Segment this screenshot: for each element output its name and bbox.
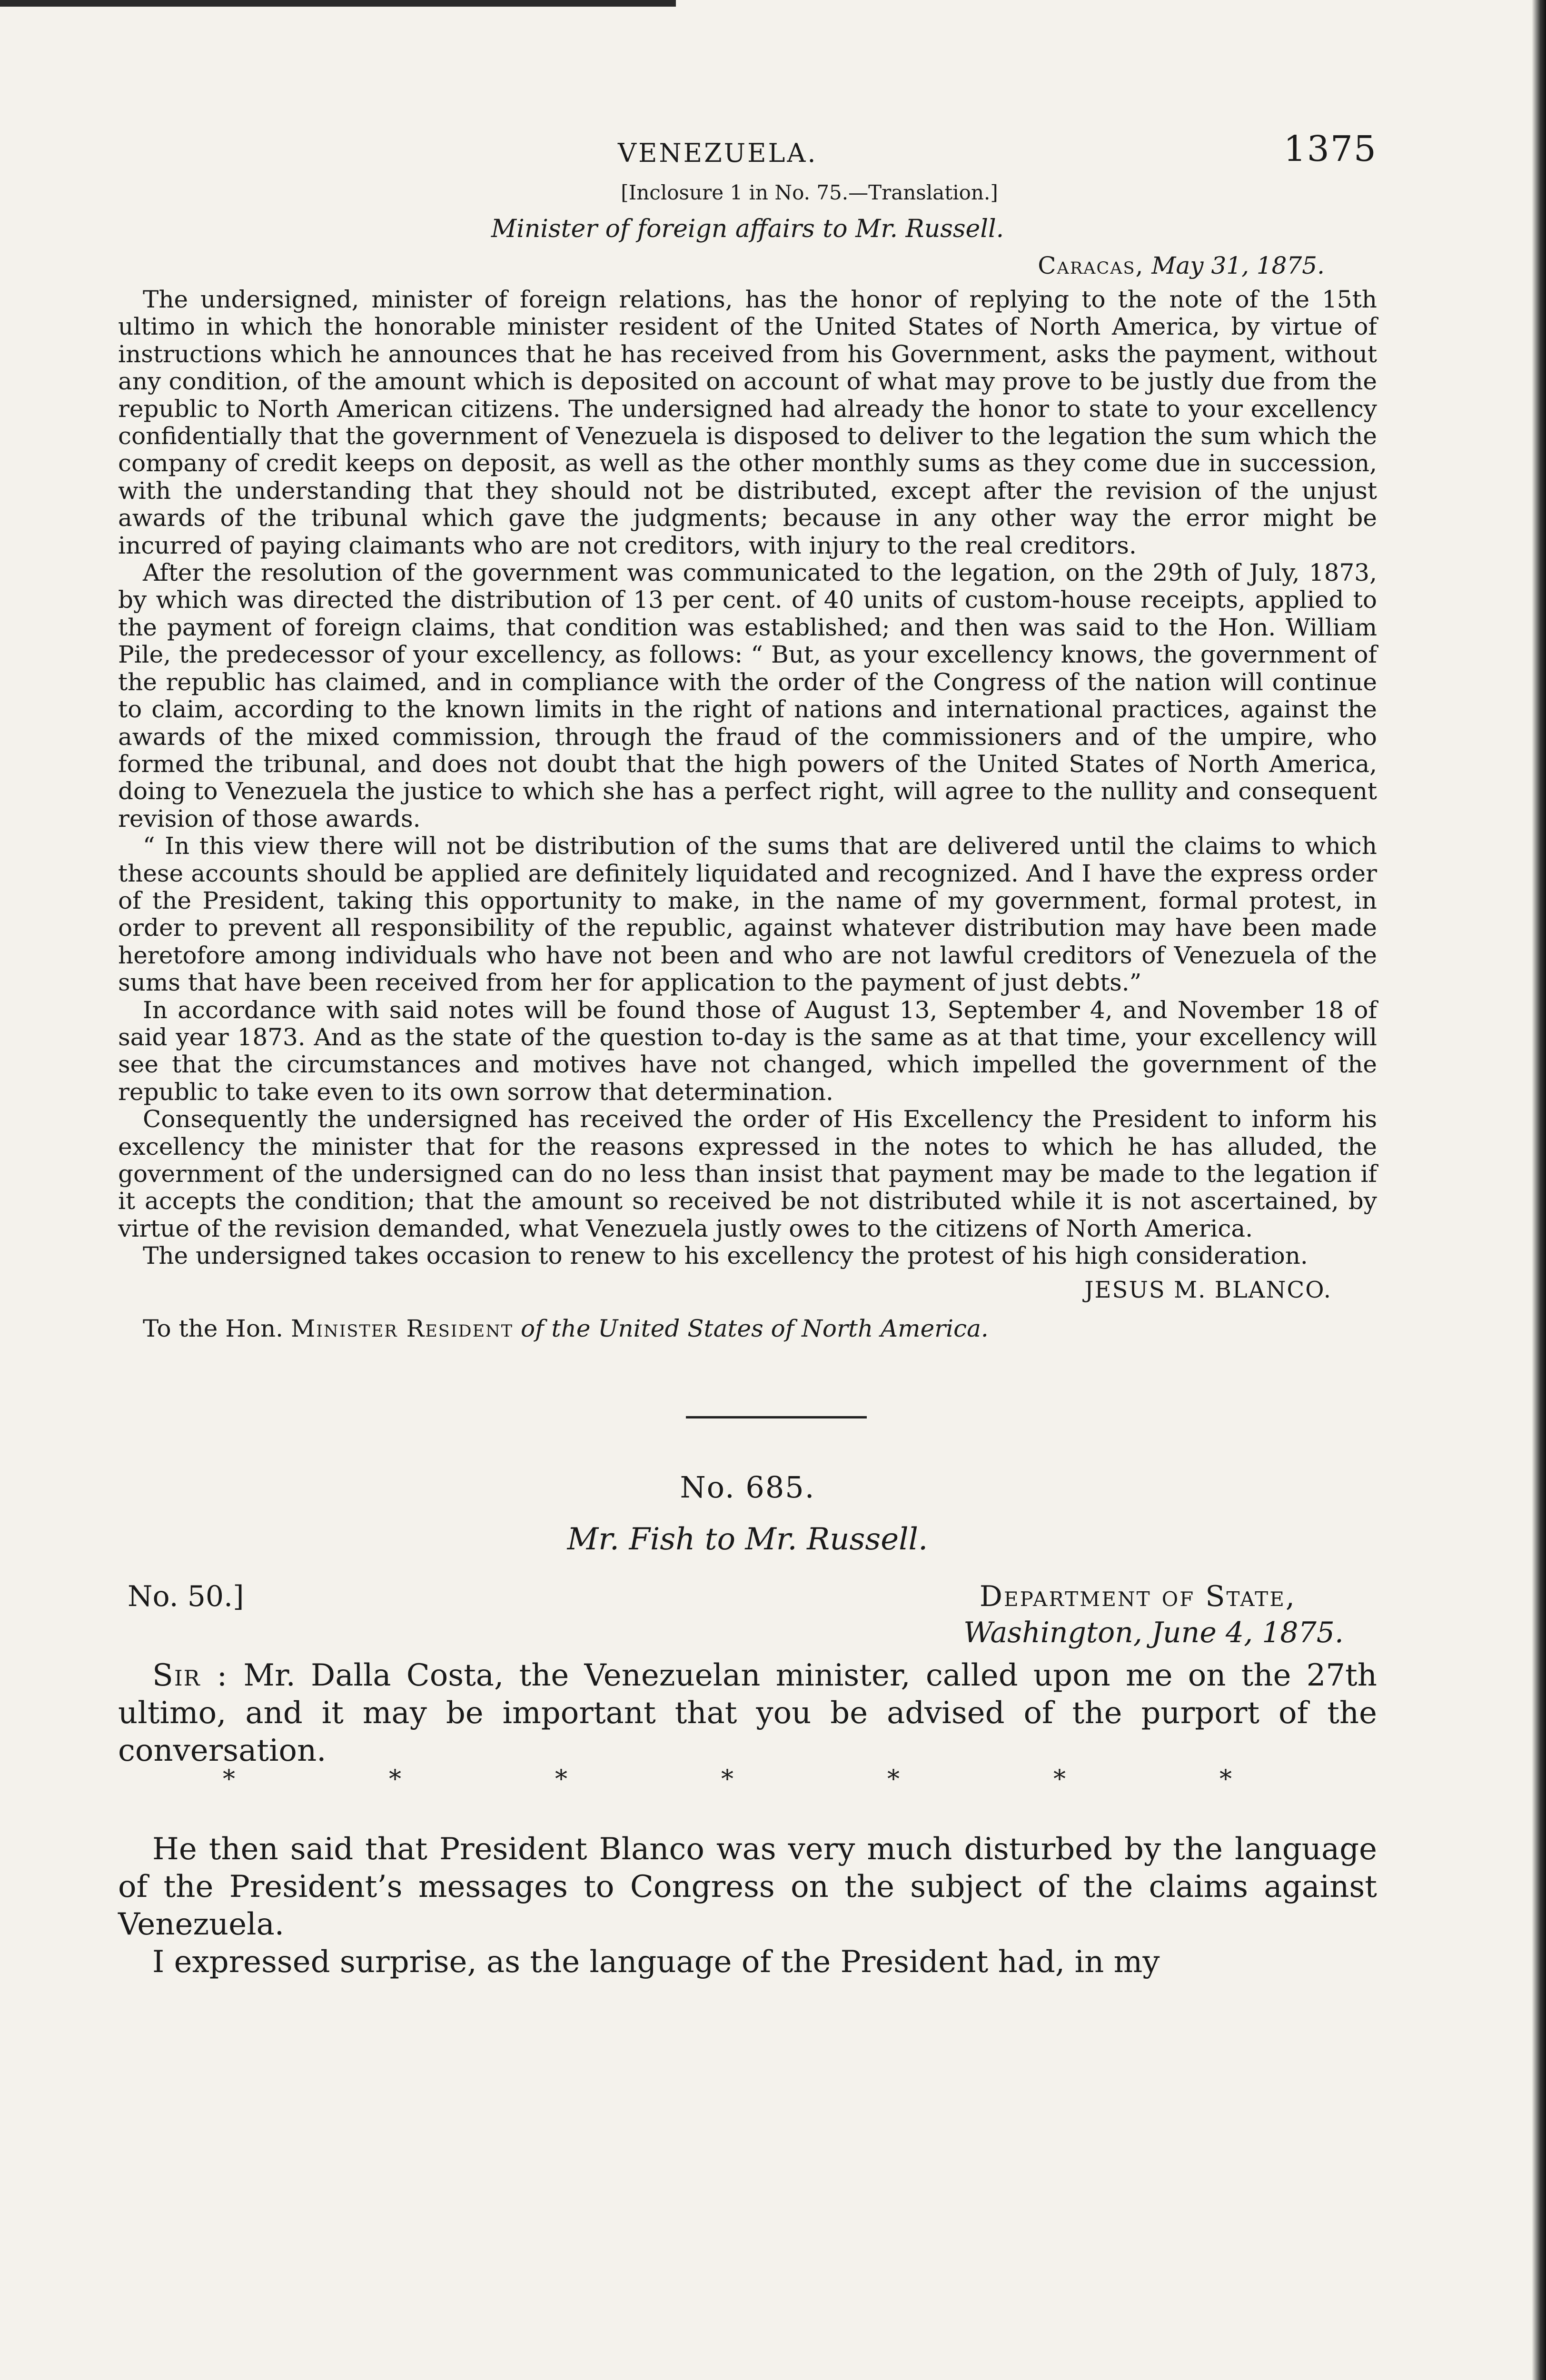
spacer	[118, 1794, 1377, 1831]
dateline-place: Caracas,	[1038, 252, 1144, 279]
address-suffix: of the United States of North America.	[521, 1314, 989, 1342]
dispatch-header	[118, 1580, 1377, 1651]
page-number: 1375	[1283, 129, 1377, 169]
letter-paragraph: After the resolution of the government was communicated to the legation, on the 29th of July, 1873, by which was directed the distribution of 13 per cent. of 40 units of custom-house receipts, applied to the payment of foreign claims, that condition was established; and then was said to the Hon. William Pile, the predecessor of your excellency, as follows: “ But, as your excellency knows, the government of the republic has claimed, and in compliance with the order of the Congress of the nation will continue to claim, according to the known limits in the right of nations and international practices, against the awards of the mixed commission, through the fraud of the commissioners and of the umpire, who formed the tribunal, and does not doubt that the high powers of the United States of North America, doing to Venezuela the justice to which she has a perfect right, will agree to the nullity and consequent revision of those awards.	[118, 559, 1377, 833]
scan-binding-edge	[1532, 0, 1546, 2380]
star: *	[887, 1765, 900, 1794]
dispatch-number: No. 50.]	[128, 1579, 244, 1613]
dispatch-body	[118, 1657, 1377, 1981]
star: *	[1053, 1765, 1066, 1794]
star: *	[223, 1765, 235, 1794]
running-title: VENEZUELA.	[618, 138, 818, 168]
letter-paragraph: The undersigned takes occasion to renew to his excellency the protest of his high consideration.	[143, 1242, 1308, 1270]
ellipsis-stars	[118, 1765, 1377, 1794]
document-number: No. 685.	[680, 1469, 815, 1505]
inclosure-dateline	[118, 252, 1377, 279]
letter-paragraph: The undersigned, minister of foreign relations, has the honor of replying to the note of the 15th ultimo in which the honorable minister resident of the United States of North America, by virtue of instructions which he announces that he has received from his Government, asks the payment, without any condition, of the amount which is deposited on account of what may prove to be justly due from the republic to North American citizens. The undersigned had already the honor to state to your excellency confidentially that the government of Venezuela is disposed to deliver to the legation the sum which the company of credit keeps on deposit, as well as the other monthly sums as they come due in succession, with the understanding that they should not be distributed, except after the revision of the unjust awards of the tribunal which gave the judgments; because in any other way the error might be incurred of paying claimants who are not creditors, with injury to the real creditors.	[118, 286, 1377, 559]
inclosure-label: [Inclosure 1 in No. 75.—Translation.]	[621, 181, 998, 204]
scan-top-edge	[0, 0, 676, 7]
dispatch-paragraph	[118, 1657, 1377, 1770]
document-title: Mr. Fish to Mr. Russell.	[567, 1521, 928, 1557]
page	[118, 119, 1377, 1981]
dispatch-paragraph: He then said that President Blanco was very much disturbed by the language of the President’s messages to Congress on the subject of the claims against Venezuela.	[118, 1831, 1377, 1942]
department-name: Department of State,	[979, 1579, 1296, 1613]
signature: JESUS M. BLANCO.	[1084, 1276, 1332, 1303]
address-prefix: To the Hon.	[143, 1314, 284, 1342]
address-line	[143, 1315, 1377, 1342]
letter-paragraph: “ In this view there will not be distribution of the sums that are delivered until the claims to which these accounts should be applied are definitely liquidated and recognized. And I have the express order of the President, taking this opportunity to make, in the name of my government, formal protest, in order to prevent all responsibility of the republic, against whatever distribution may have been made heretofore among individuals who have not been and who are not lawful creditors of Venezuela of the sums that have been received from her for application to the payment of just debts.”	[118, 832, 1377, 997]
running-head	[118, 119, 1377, 176]
salutation: Sir :	[152, 1657, 228, 1693]
dispatch-paragraph-text: Mr. Dalla Costa, the Venezuelan minister, called upon me on the 27th ultimo, and it may be important that you be advised of the purport of the conversation.	[118, 1657, 1377, 1768]
letter-paragraph: In accordance with said notes will be found those of August 13, September 4, and November 18 of said year 1873. And as the state of the question to-day is the same as at that time, your excellency will see that the circumstances and motives have not changed, which impelled the government of the republic to take even to its own sorrow that determination.	[118, 996, 1377, 1106]
star: *	[555, 1765, 567, 1794]
dispatch-place-date: Washington, June 4, 1875.	[963, 1616, 1344, 1649]
address-title: Minister Resident	[290, 1314, 514, 1342]
dateline-date: May 31, 1875.	[1151, 252, 1325, 279]
letter-paragraph: Consequently the undersigned has received the order of His Excellency the President to inform his excellency the minister that for the reasons expressed in the notes to which he has alluded, the government of the undersigned can do no less than insist that payment may be made to the legation if it accepts the condition; that the amount so received be not distributed while it is not ascertained, by virtue of the revision demanded, what Venezuela justly owes to the citizens of North America.	[118, 1105, 1377, 1242]
section-divider	[686, 1416, 867, 1418]
inclosure-title: Minister of foreign affairs to Mr. Russell.	[491, 215, 1004, 243]
star: *	[389, 1765, 401, 1794]
star: *	[721, 1765, 733, 1794]
letter-body	[118, 286, 1377, 1270]
star: *	[1219, 1765, 1232, 1794]
dispatch-paragraph: I expressed surprise, as the language of the President had, in my	[152, 1944, 1160, 1980]
